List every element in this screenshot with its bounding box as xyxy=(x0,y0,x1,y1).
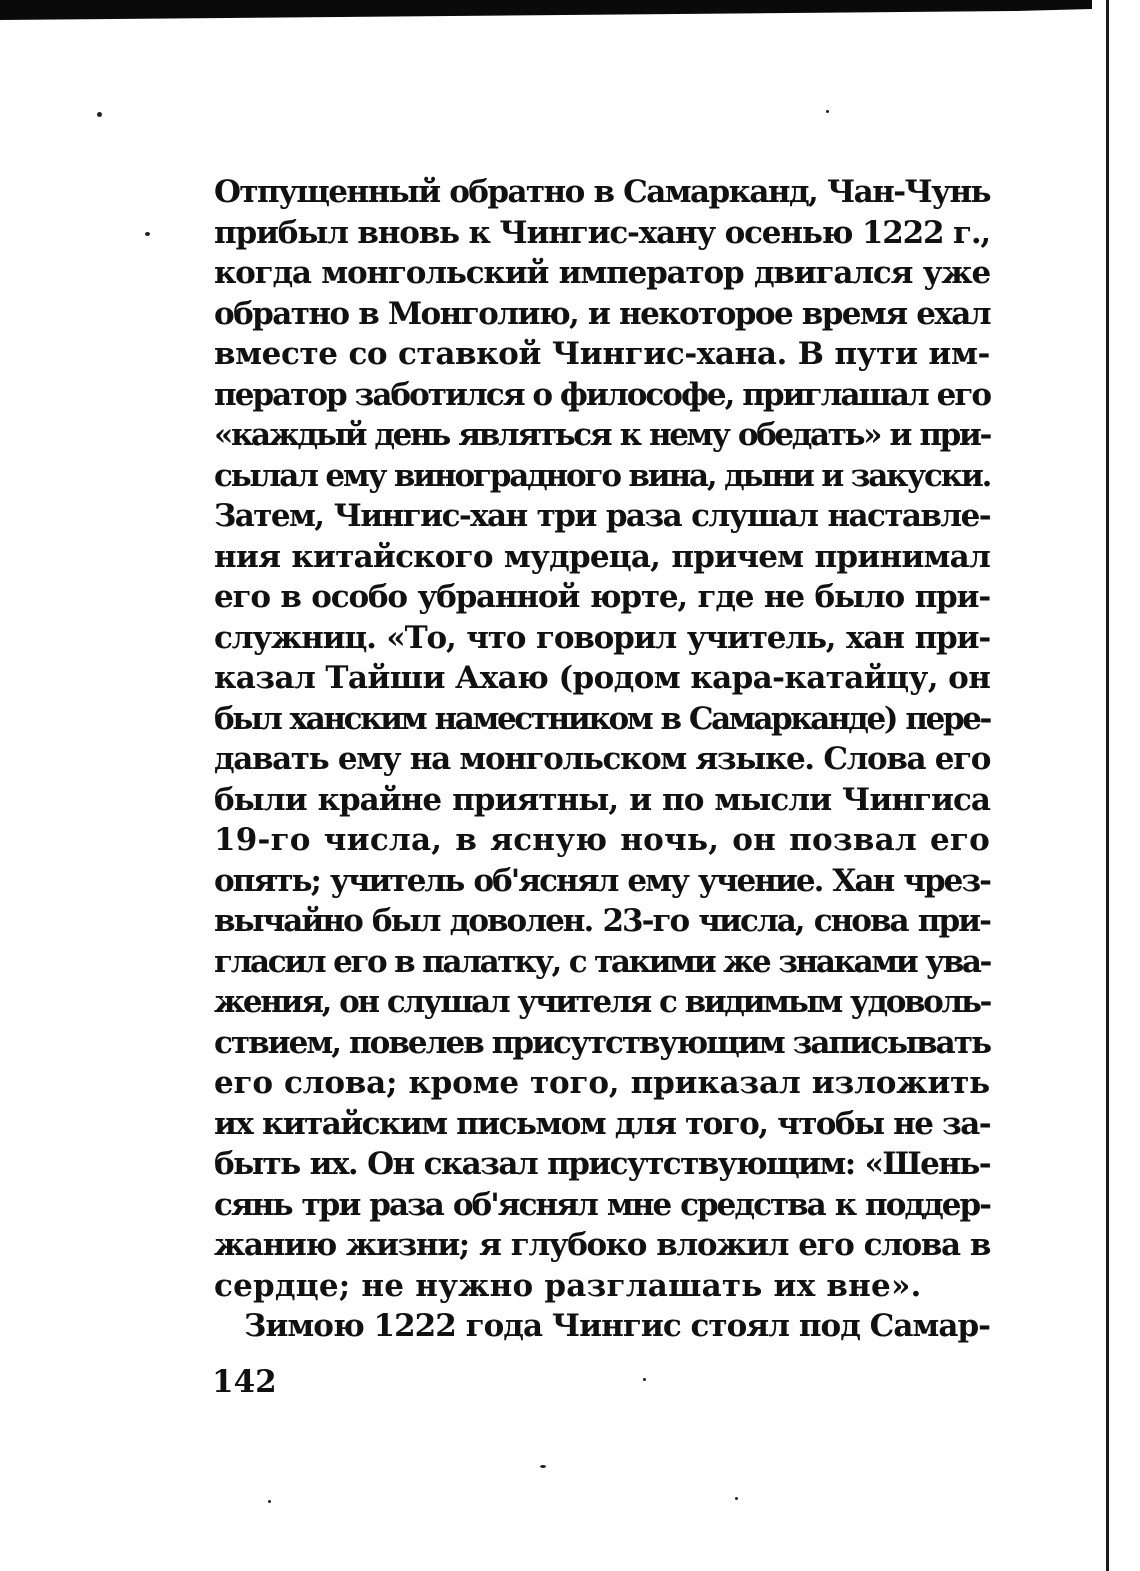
text-line: обратно в Монголию, и некоторое время ехал xyxy=(214,295,990,332)
text-line: Зимою 1222 года Чингис стоял под Самар- xyxy=(244,1308,990,1344)
text-line: жанию жизни; я глубоко вложил его слова в xyxy=(214,1227,990,1263)
text-line: сянь три раза об'яснял мне средства к поддер- xyxy=(214,1186,990,1223)
text-line: опять; учитель об'яснял ему учение. Хан чрез- xyxy=(214,862,990,899)
text-line: когда монгольский император двигался уже xyxy=(214,255,990,291)
text-line: служниц. «То, что говорил учитель, хан при- xyxy=(214,619,990,656)
text-line: ствием, повелев присутствующим записывать xyxy=(214,1024,990,1061)
text-line: казал Тайши Ахаю (родом кара-катайцу, он xyxy=(214,660,991,696)
text-line: были крайне приятны, и по мысли Чингиса xyxy=(214,781,990,818)
scan-right-edge xyxy=(1106,0,1109,1571)
scan-speck xyxy=(268,1500,271,1503)
text-line: жения, он слушал учителя с видимым удоволь- xyxy=(214,984,990,1020)
text-line: гласил его в палатку, с такими же знаками ува- xyxy=(214,943,990,980)
text-line: Отпущенный обратно в Самарканд, Чан-Чунь xyxy=(214,174,990,210)
text-line: ператор заботился о философе, приглашал его xyxy=(214,376,990,413)
text-line: был ханским наместником в Самарканде) пере- xyxy=(214,700,990,737)
text-line: вычайно был доволен. 23-го числа, снова при- xyxy=(214,903,990,939)
scan-speck xyxy=(643,1378,646,1381)
text-line: ния китайского мудреца, причем принимал xyxy=(214,538,990,575)
text-line: давать ему на монгольском языке. Слова его xyxy=(214,741,990,777)
text-line: прибыл вновь к Чингис-хану осенью 1222 г., xyxy=(214,214,990,251)
text-line: «каждый день являться к нему обедать» и при- xyxy=(214,417,990,453)
text-line: Затем, Чингис-хан три раза слушал наставле- xyxy=(214,498,990,534)
scan-speck xyxy=(540,1465,546,1468)
text-line: вместе со ставкой Чингис-хана. В пути им- xyxy=(214,336,990,372)
scan-speck xyxy=(826,110,829,113)
text-line: быть их. Он сказал присутствующим: «Шень- xyxy=(214,1146,990,1182)
text-line: сылал ему виноградного вина, дыни и закуски. xyxy=(214,457,991,494)
scan-speck xyxy=(145,232,150,236)
text-line: их китайским письмом для того, чтобы не за- xyxy=(214,1105,990,1142)
scan-speck xyxy=(735,1497,738,1500)
text-line: его слова; кроме того, приказал изложить xyxy=(214,1065,990,1101)
text-line: 19-го числа, в ясную ночь, он позвал его xyxy=(214,822,990,858)
scan-top-border xyxy=(0,0,1092,20)
text-line: его в особо убранной юрте, где не было при- xyxy=(214,579,990,615)
scan-speck xyxy=(97,112,102,117)
body-text xyxy=(214,172,990,1347)
text-line: сердце; не нужно разглашать их вне». xyxy=(214,1267,922,1304)
page-number: 142 xyxy=(212,1364,277,1400)
